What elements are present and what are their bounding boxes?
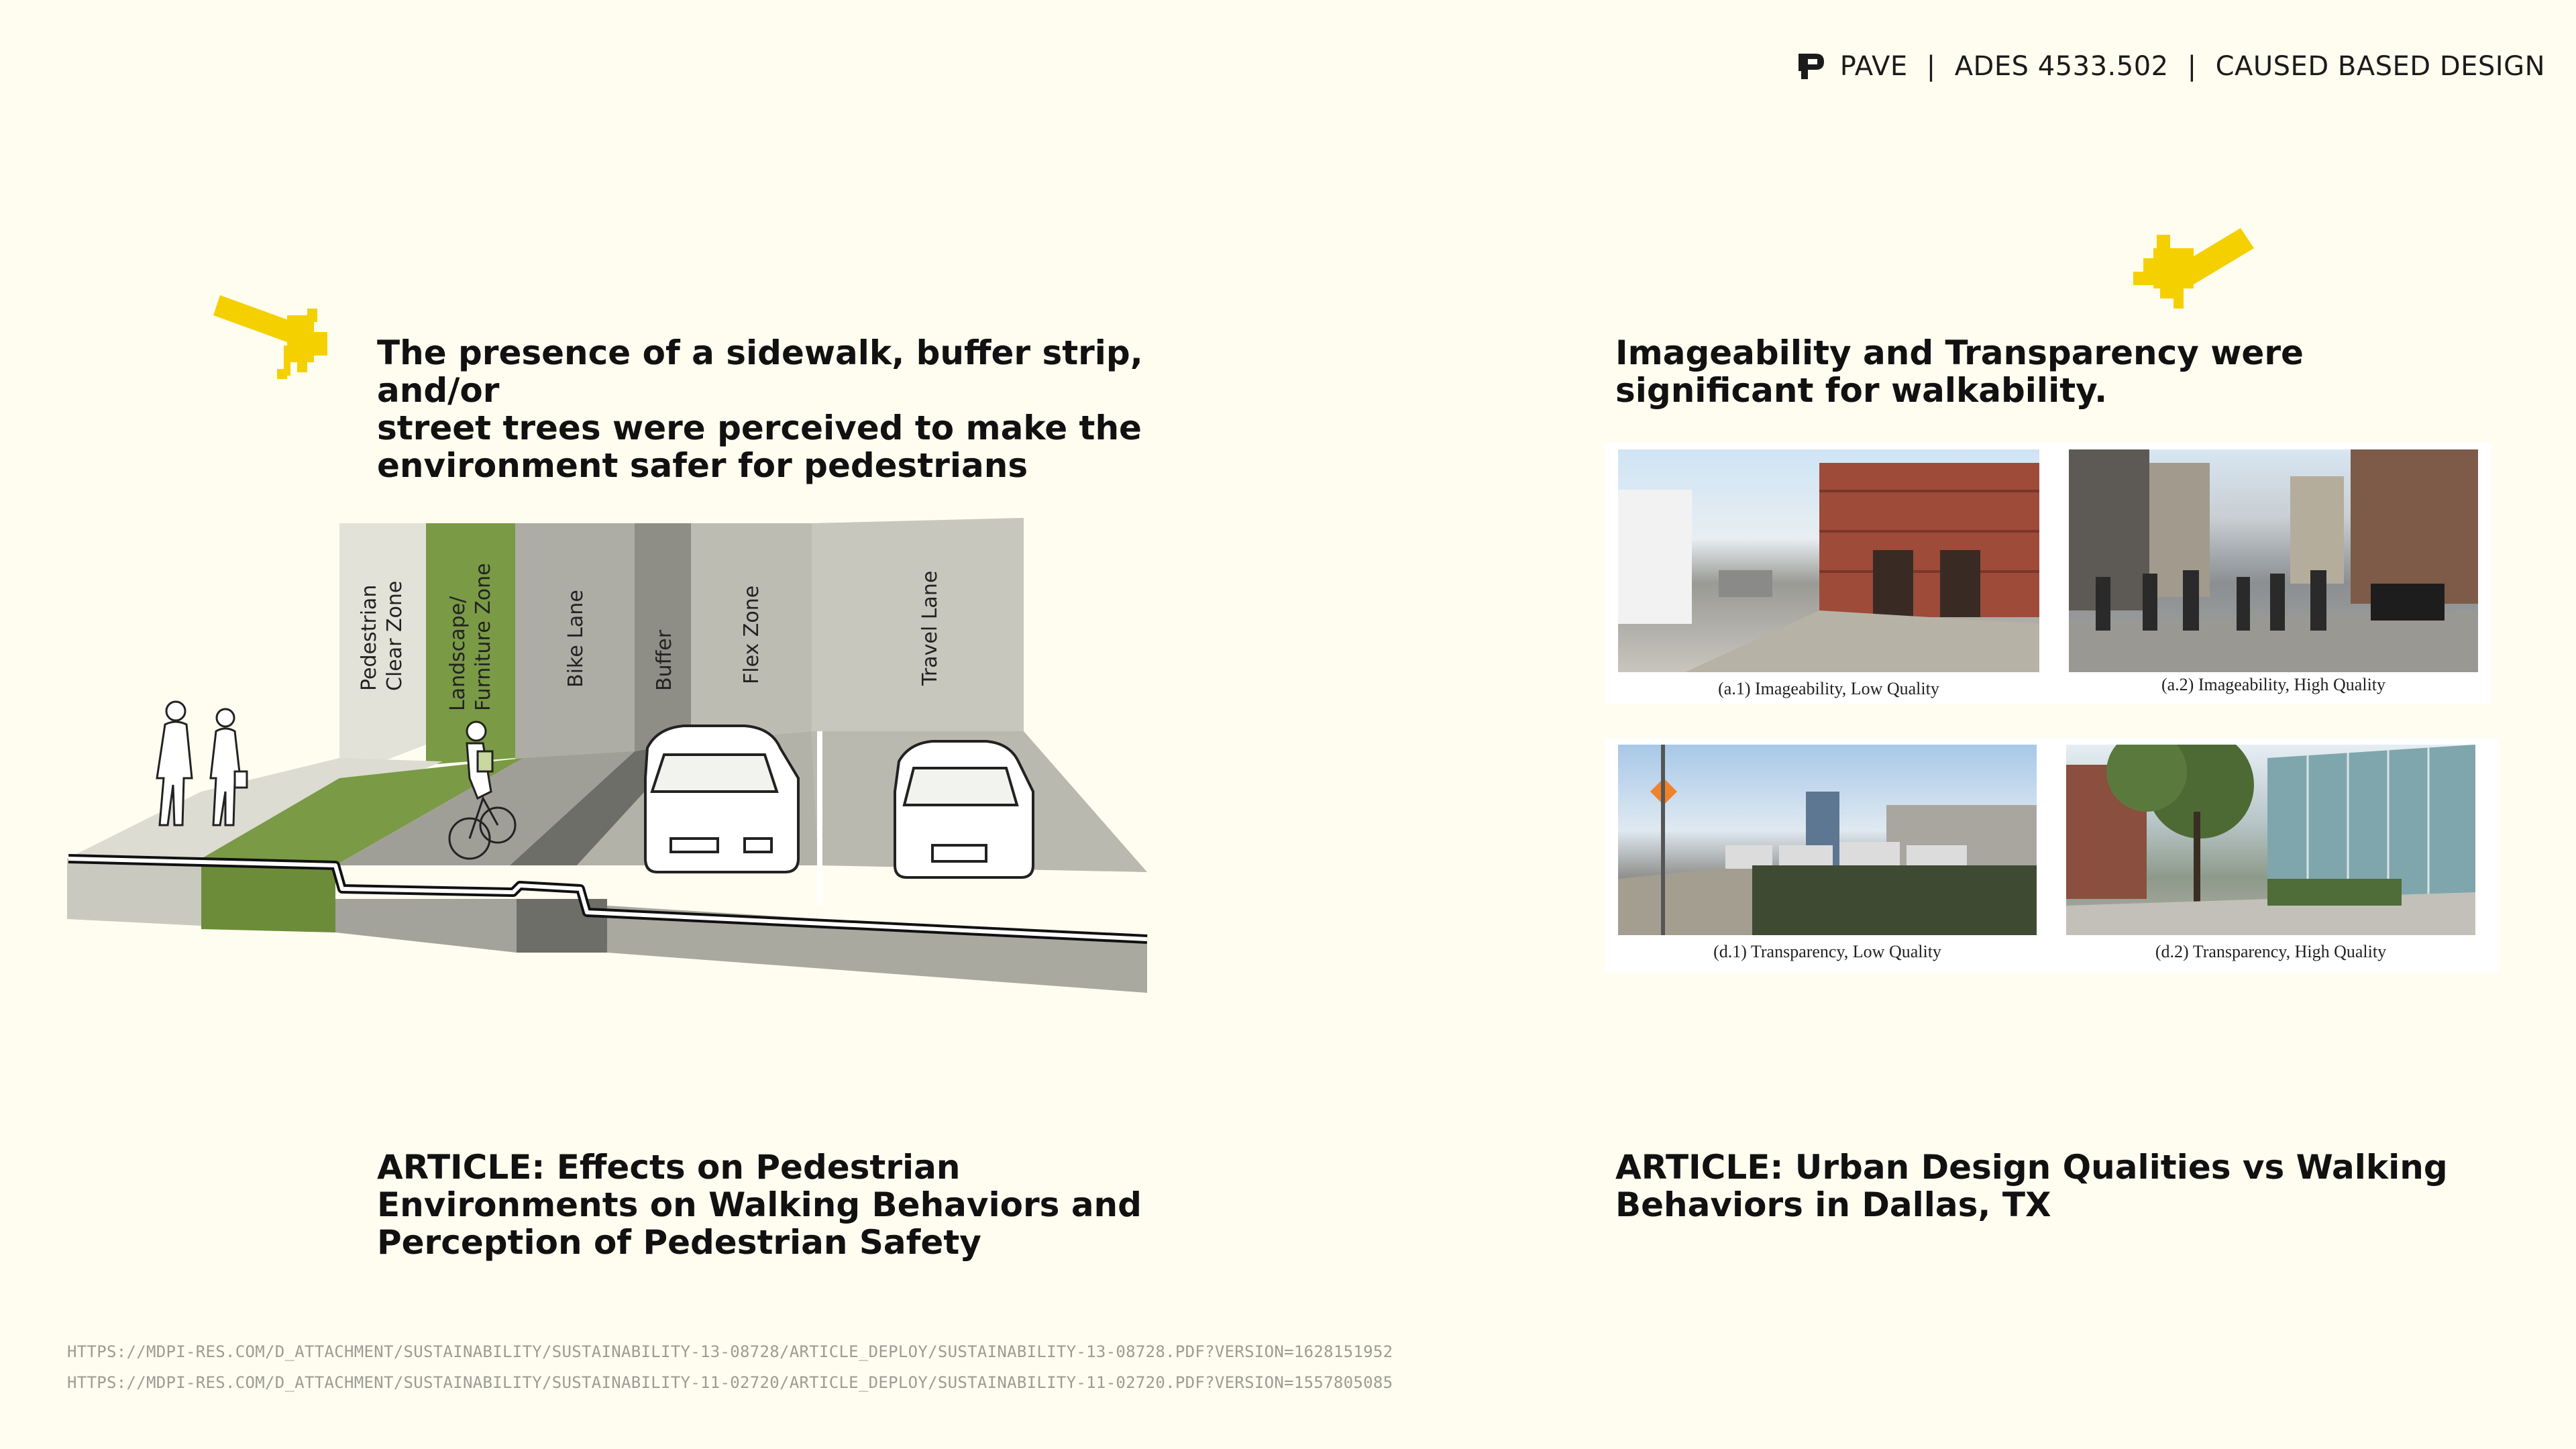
photo-panel-top [1605,443,2491,704]
yellow-arrow-icon [213,295,347,389]
article-line: Environments on Walking Behaviors and [377,1185,1142,1224]
street-photo-icon [2066,745,2475,935]
zone-label-buffer: Buffer [653,629,676,691]
yellow-arrow-icon [2120,215,2254,322]
street-photo-icon [2069,449,2478,672]
article-line: Behaviors in Dallas, TX [1615,1185,2051,1224]
photo-panel-bottom [1605,738,2498,973]
photo-caption: (d.2) Transparency, High Quality [2155,942,2387,961]
course-code: ADES 4533.502 [1954,51,2169,82]
photo-transparency-low [1618,745,2037,935]
zone-line: Clear Zone [383,580,407,691]
header-separator: | [1926,51,1936,82]
photo-caption: (a.2) Imageability, High Quality [2161,675,2386,694]
heading-line: Imageability and Transparency were [1615,333,2304,372]
zone-label-bike: Bike Lane [564,590,588,688]
photo-caption: (d.1) Transparency, Low Quality [1713,942,1941,961]
parked-car [645,726,798,872]
zone-label-flex: Flex Zone [740,585,763,684]
left-heading [377,334,1249,484]
pave-logo-icon [1796,51,1827,82]
photo-caption: (a.1) Imageability, Low Quality [1718,679,1939,698]
article-line: Perception of Pedestrian Safety [377,1223,981,1262]
heading-line: environment safer for pedestrians [377,446,1028,485]
right-article-title [1615,1148,2555,1224]
article-line: ARTICLE: Urban Design Qualities vs Walking [1615,1148,2448,1187]
bike-face [335,899,517,953]
heading-line: significant for walkability. [1615,371,2108,410]
zone-line: Furniture Zone [472,563,495,711]
source-links [67,1336,1393,1398]
zone-label-travel: Travel Lane [918,570,942,686]
landscape-face [201,862,335,932]
street-photo-icon [1618,745,2037,935]
left-article-title [377,1148,1316,1261]
source-url[interactable]: HTTPS://MDPI-RES.COM/D_ATTACHMENT/SUSTAINABILITY/SUSTAINABILITY-13-08728/ARTICLE_DEPLOY/SUSTAINABILITY-13-08728.PDF?VERSION=1628151952 [67,1342,1393,1361]
brand-label: PAVE [1839,51,1908,82]
street-photo-icon [1618,449,2039,672]
photo-imageability-high [2069,449,2478,672]
heading-line: The presence of a sidewalk, buffer strip, and/or [377,333,1143,410]
header-separator: | [2187,51,2197,82]
travel-lane-wall [812,518,1024,731]
street-section-diagram [67,510,1154,993]
page-header [1796,51,2545,82]
zone-line: Pedestrian [358,584,381,691]
topic-label: CAUSED BASED DESIGN [2215,51,2545,82]
photo-imageability-low [1618,449,2039,672]
buffer-face [517,899,607,953]
heading-line: street trees were perceived to make the [377,409,1142,447]
right-heading [1615,334,2487,409]
moving-car [895,741,1033,877]
zone-line: Landscape/ [446,596,470,711]
article-line: ARTICLE: Effects on Pedestrian [377,1148,961,1187]
photo-transparency-high [2066,745,2475,935]
source-url[interactable]: HTTPS://MDPI-RES.COM/D_ATTACHMENT/SUSTAINABILITY/SUSTAINABILITY-11-02720/ARTICLE_DEPLOY/SUSTAINABILITY-11-02720.PDF?VERSION=1557805085 [67,1373,1393,1392]
